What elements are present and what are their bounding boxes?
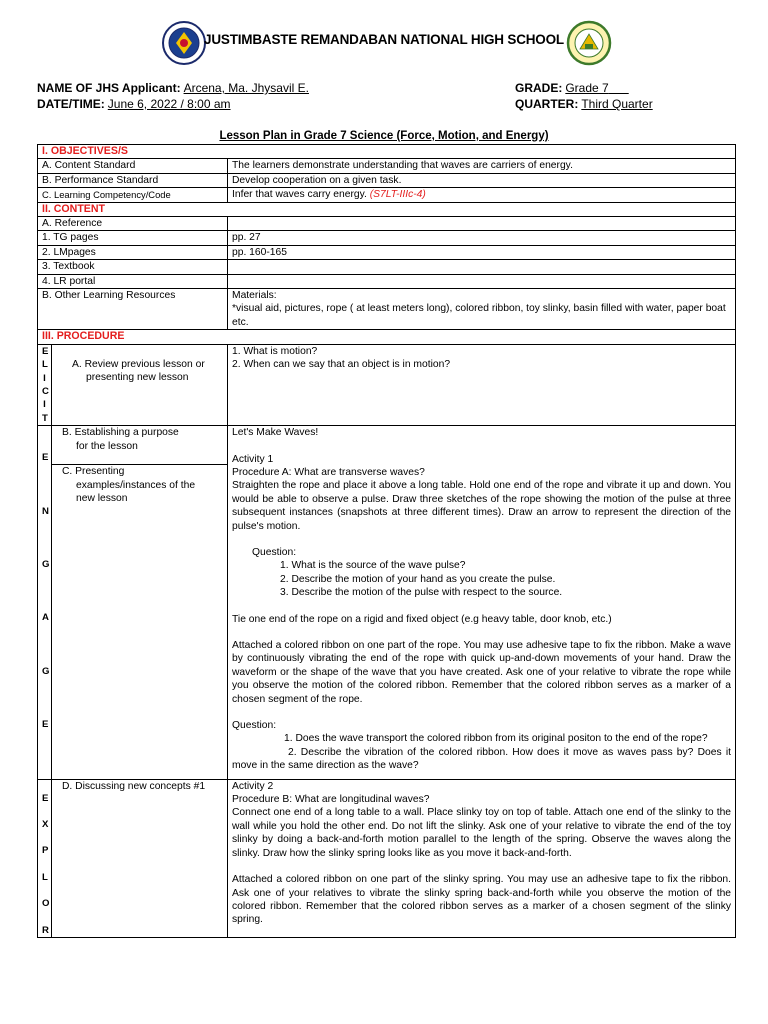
division-of-leyte-seal-icon: [563, 20, 615, 66]
applicant-name-value: Arcena, Ma. Jhysavil E.: [183, 81, 309, 95]
engage-paragraph-1: Straighten the rope and place it above a long table. Hold one end of the rope and vibrate it up and down. You would be able to observe a pulse. Draw three sketches of the rope showing the motion of the pulse at three subsequent instances (snapshots at three different times). Draw an arrow to represent the direction of the pulse's motion.: [232, 480, 732, 532]
datetime-value: June 6, 2022 / 8:00 am: [107, 97, 231, 111]
applicant-name-label: NAME OF JHS Applicant:: [37, 81, 181, 95]
performance-standard-value: Develop cooperation on a given task.: [228, 173, 736, 187]
table-row: [38, 202, 736, 216]
lr-portal-label: 4. LR portal: [38, 274, 228, 288]
table-row: [38, 245, 736, 259]
table-row: [38, 173, 736, 187]
materials-cell: [228, 289, 736, 330]
grade-row: [515, 81, 629, 95]
table-row: [38, 779, 736, 937]
table-row: [38, 231, 736, 245]
competency-value: Infer that waves carry energy.: [232, 189, 367, 201]
grade-value: Grade 7: [565, 81, 609, 95]
table-row: [38, 260, 736, 274]
materials-label: Materials:: [232, 290, 277, 302]
engage-question-1: 1. What is the source of the wave pulse?: [280, 560, 466, 572]
performance-standard-label: B. Performance Standard: [38, 173, 228, 187]
lesson-plan-title: Lesson Plan in Grade 7 Science (Force, Motion, and Energy): [219, 130, 549, 142]
engage-paragraph-2: Tie one end of the rope on a rigid and fixed object (e.g heavy table, door knob, etc.): [232, 613, 612, 625]
activity-1-label: Activity 1: [232, 453, 274, 465]
school-name: JUSTIMBASTE REMANDABAN NATIONAL HIGH SCHOOL: [204, 32, 564, 47]
explore-content: [228, 779, 736, 937]
table-row: [38, 426, 736, 780]
datetime-label: DATE/TIME:: [37, 97, 105, 111]
lesson-plan-table: [37, 144, 736, 938]
discussing-concepts-label: D. Discussing new concepts #1: [62, 780, 206, 792]
content-heading: II. CONTENT: [38, 202, 736, 216]
engage-question-3: 3. Describe the motion of the pulse with respect to the source.: [280, 587, 563, 599]
procedure-heading: III. PROCEDURE: [38, 330, 736, 344]
explore-vertical-label: E X P L O R: [38, 779, 52, 937]
materials-value: *visual aid, pictures, rope ( at least meters long), colored ribbon, toy slinky, basin filled with water, paper boat etc.: [232, 303, 726, 328]
content-standard-value: The learners demonstrate understanding that waves are carriers of energy.: [228, 159, 736, 173]
lm-pages-value: pp. 160-165: [228, 245, 736, 259]
competency-cell: [228, 188, 736, 202]
objectives-heading: I. OBJECTIVES/S: [38, 145, 736, 159]
datetime-row: [37, 97, 231, 111]
procedure-a-label: Procedure A: What are transverse waves?: [232, 466, 425, 478]
procedure-b-label: Procedure B: What are longitudinal waves?: [232, 794, 430, 806]
table-row: [38, 330, 736, 344]
table-row: [38, 344, 736, 425]
question-label-2: Question:: [232, 720, 277, 732]
table-row: [38, 159, 736, 173]
applicant-name-row: [37, 81, 309, 95]
table-row: [38, 274, 736, 288]
table-row: [38, 217, 736, 231]
activity-2-label: Activity 2: [232, 780, 274, 792]
quarter-row: [515, 97, 653, 111]
competency-code: (S7LT-IIIc-4): [369, 189, 426, 201]
quarter-label: QUARTER:: [515, 97, 579, 111]
lm-pages-label: 2. LMpages: [38, 245, 228, 259]
engage-question-4: 1. Does the wave transport the colored ribbon from its original positon to the end of the rope?: [284, 733, 708, 745]
engage-content: [228, 426, 736, 780]
tg-pages-label: 1. TG pages: [38, 231, 228, 245]
other-resources-label: B. Other Learning Resources: [38, 289, 228, 330]
quarter-value: Third Quarter: [581, 97, 653, 111]
engage-paragraph-3: Attached a colored ribbon on one part of the rope. You may use adhesive tape to fix the ribbon. Make a wave by continuously vibrating the end of the rope with quick up-and-down movements of your hand. Draw the waveform or the shape of the wave that you have created. Ask one of your relative to vibrate the rope while you observe the motion of the colored ribbon. Remember that the colored ribbon serves as a marker of a chosen segment of the rope.: [232, 640, 732, 705]
review-lesson-label: A. Review previous lesson or presenting new lesson: [72, 358, 205, 384]
engage-question-5: 2. Describe the vibration of the colored ribbon. How does it move as waves pass by? Does it move in the same direction as the wave?: [232, 746, 732, 772]
reference-label: A. Reference: [38, 217, 228, 231]
content-standard-label: A. Content Standard: [38, 159, 228, 173]
elicit-content: [228, 344, 736, 425]
engage-vertical-label: E N G A G E: [38, 426, 52, 780]
question-label-1: Question:: [252, 546, 297, 558]
establishing-purpose-label: B. Establishing a purpose for the lesson: [62, 427, 179, 452]
elicit-question-1: 1. What is motion?: [232, 345, 318, 357]
tg-pages-value: pp. 27: [228, 231, 736, 245]
lets-make-waves: Let's Make Waves!: [232, 427, 319, 439]
engage-question-2: 2. Describe the motion of your hand as you create the pulse.: [280, 573, 556, 585]
explore-paragraph-2: Attached a colored ribbon on one part of the slinky spring. You may use an adhesive tape to fix the ribbon. Ask one of your relatives to vibrate the slinky spring back-and-forth while you observe the motion of the colored ribbon. Remember that the colored ribbon serves as a marker of a chosen segment of the slinky spring.: [232, 874, 732, 926]
competency-label: C. Learning Competency/Code: [38, 188, 228, 202]
presenting-examples-label: C. Presenting examples/instances of the new lesson: [62, 466, 196, 504]
table-row: [38, 145, 736, 159]
explore-paragraph-1: Connect one end of a long table to a wall. Place slinky toy on top of table. Attach one end of the slinky to the wall while you hold the other end. Do not lift the slinky. Ask one of your relative to vibrate the end of the toy slinky by doing a back-and-forth motion parallel to the length of the spring. Observe the waves along the slinky. Draw how the slinky spring looks like as you move it back-and-forth.: [232, 807, 732, 859]
elicit-vertical-label: E L I C I T: [38, 344, 52, 425]
table-row: [38, 289, 736, 330]
textbook-label: 3. Textbook: [38, 260, 228, 274]
elicit-question-2: 2. When can we say that an object is in motion?: [232, 359, 451, 371]
table-row: [38, 188, 736, 202]
grade-label: GRADE:: [515, 81, 563, 95]
